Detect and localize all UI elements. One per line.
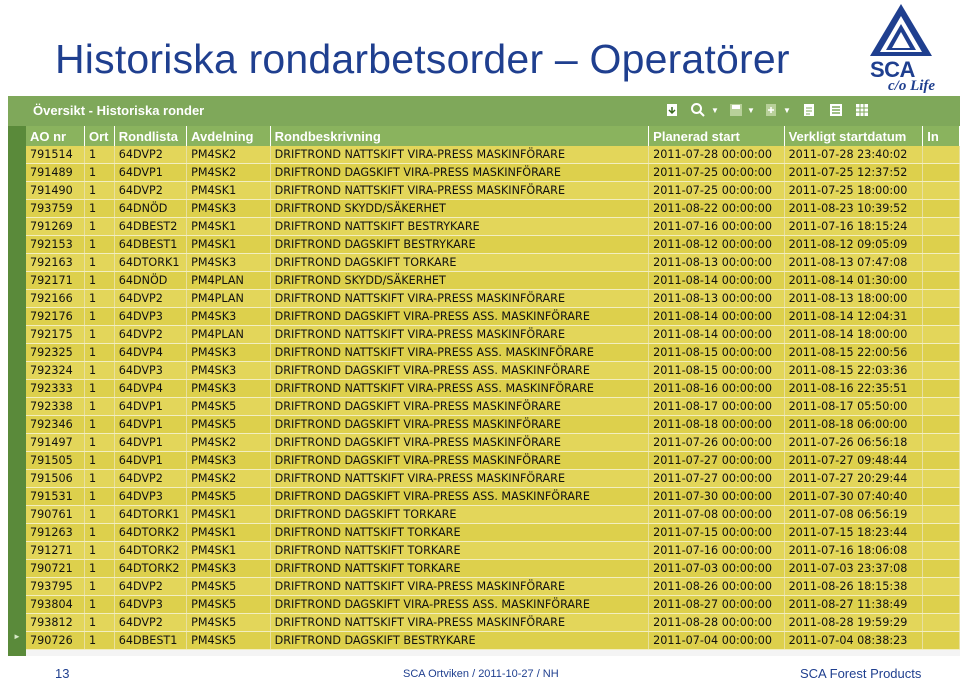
cell-rondbeskrivning: DRIFTROND NATTSKIFT VIRA-PRESS MASKINFÖRARE xyxy=(270,470,649,488)
cell-ort: 1 xyxy=(84,218,114,236)
page-number: 13 xyxy=(55,666,70,681)
cell-verkligt-startdatum: 2011-08-28 19:59:29 xyxy=(784,614,923,632)
cell-rondbeskrivning: DRIFTROND DAGSKIFT VIRA-PRESS MASKINFÖRARE xyxy=(270,452,649,470)
cell-verkligt-startdatum: 2011-08-14 01:30:00 xyxy=(784,272,923,290)
sca-triangle-icon xyxy=(866,2,936,60)
cell-ao-nr: 792166 xyxy=(26,290,84,308)
cell-ao-nr: 791506 xyxy=(26,470,84,488)
cell-rondlista: 64DVP2 xyxy=(114,578,186,596)
slide-footer xyxy=(0,656,960,686)
grid-body xyxy=(26,146,960,650)
table-row[interactable] xyxy=(26,398,960,416)
cell-avdelning: PM4SK3 xyxy=(187,362,270,380)
cell-rondlista: 64DBEST1 xyxy=(114,236,186,254)
cell-rondlista: 64DTORK2 xyxy=(114,542,186,560)
table-row[interactable] xyxy=(26,560,960,578)
cell-ort: 1 xyxy=(84,596,114,614)
logo-tagline: c/o Life xyxy=(888,78,936,94)
cell-avdelning: PM4SK5 xyxy=(187,416,270,434)
table-row[interactable] xyxy=(26,326,960,344)
cell-verkligt-startdatum: 2011-07-15 18:23:44 xyxy=(784,524,923,542)
table-row[interactable] xyxy=(26,344,960,362)
cell-ort: 1 xyxy=(84,488,114,506)
column-header-verkligt-startdatum[interactable]: Verkligt startdatum xyxy=(784,126,923,146)
cell-verkligt-startdatum: 2011-07-27 09:48:44 xyxy=(784,452,923,470)
column-header-planerad-start[interactable]: Planerad start xyxy=(649,126,784,146)
cell-ort: 1 xyxy=(84,614,114,632)
cell-rondbeskrivning: DRIFTROND NATTSKIFT BESTRYKARE xyxy=(270,218,649,236)
cell-avdelning: PM4SK3 xyxy=(187,200,270,218)
cell-avdelning: PM4SK5 xyxy=(187,578,270,596)
cell-rondlista: 64DTORK2 xyxy=(114,524,186,542)
cell-rondbeskrivning: DRIFTROND NATTSKIFT TORKARE xyxy=(270,560,649,578)
cell-rondbeskrivning: DRIFTROND DAGSKIFT VIRA-PRESS ASS. MASKINFÖRARE xyxy=(270,308,649,326)
cell-ort: 1 xyxy=(84,506,114,524)
cell-ao-nr: 792153 xyxy=(26,236,84,254)
cell-verkligt-startdatum: 2011-07-08 06:56:19 xyxy=(784,506,923,524)
row-selector-strip xyxy=(8,126,26,656)
table-row[interactable] xyxy=(26,164,960,182)
cell-ao-nr: 792333 xyxy=(26,380,84,398)
table-row[interactable] xyxy=(26,596,960,614)
cell-in xyxy=(923,596,960,614)
cell-verkligt-startdatum: 2011-08-26 18:15:38 xyxy=(784,578,923,596)
cell-in xyxy=(923,416,960,434)
column-header-in[interactable]: In xyxy=(923,126,960,146)
cell-planerad-start: 2011-08-16 00:00:00 xyxy=(649,380,784,398)
cell-verkligt-startdatum: 2011-08-12 09:05:09 xyxy=(784,236,923,254)
cell-in xyxy=(923,524,960,542)
zoom-icon[interactable] xyxy=(688,101,708,119)
cell-ort: 1 xyxy=(84,272,114,290)
table-row[interactable] xyxy=(26,452,960,470)
cell-planerad-start: 2011-08-28 00:00:00 xyxy=(649,614,784,632)
cell-in xyxy=(923,254,960,272)
cell-planerad-start: 2011-08-14 00:00:00 xyxy=(649,326,784,344)
dropdown-icon[interactable]: ▼ xyxy=(747,105,755,115)
cell-verkligt-startdatum: 2011-08-18 06:00:00 xyxy=(784,416,923,434)
cell-rondlista: 64DVP1 xyxy=(114,452,186,470)
cell-verkligt-startdatum: 2011-07-25 18:00:00 xyxy=(784,182,923,200)
cell-planerad-start: 2011-07-16 00:00:00 xyxy=(649,542,784,560)
sca-logo xyxy=(858,2,958,98)
cell-verkligt-startdatum: 2011-08-14 12:04:31 xyxy=(784,308,923,326)
cell-ort: 1 xyxy=(84,326,114,344)
cell-rondbeskrivning: DRIFTROND NATTSKIFT TORKARE xyxy=(270,524,649,542)
cell-verkligt-startdatum: 2011-08-16 22:35:51 xyxy=(784,380,923,398)
cell-ao-nr: 792338 xyxy=(26,398,84,416)
cell-avdelning: PM4SK1 xyxy=(187,506,270,524)
cell-ort: 1 xyxy=(84,164,114,182)
table-row[interactable] xyxy=(26,146,960,164)
cell-rondbeskrivning: DRIFTROND NATTSKIFT VIRA-PRESS ASS. MASKINFÖRARE xyxy=(270,344,649,362)
cell-rondlista: 64DVP1 xyxy=(114,398,186,416)
cell-avdelning: PM4SK5 xyxy=(187,488,270,506)
cell-ort: 1 xyxy=(84,380,114,398)
cell-ort: 1 xyxy=(84,452,114,470)
cell-in xyxy=(923,470,960,488)
cell-in xyxy=(923,164,960,182)
cell-avdelning: PM4SK2 xyxy=(187,146,270,164)
cell-rondbeskrivning: DRIFTROND NATTSKIFT VIRA-PRESS ASS. MASKINFÖRARE xyxy=(270,380,649,398)
cell-in xyxy=(923,272,960,290)
cell-rondbeskrivning: DRIFTROND DAGSKIFT VIRA-PRESS ASS. MASKINFÖRARE xyxy=(270,488,649,506)
cell-avdelning: PM4SK1 xyxy=(187,218,270,236)
table-row[interactable] xyxy=(26,632,960,650)
cell-avdelning: PM4SK5 xyxy=(187,398,270,416)
cell-rondlista: 64DBEST2 xyxy=(114,218,186,236)
cell-verkligt-startdatum: 2011-08-27 11:38:49 xyxy=(784,596,923,614)
cell-avdelning: PM4SK1 xyxy=(187,236,270,254)
cell-rondlista: 64DVP1 xyxy=(114,434,186,452)
column-header-rondbeskrivning[interactable]: Rondbeskrivning xyxy=(270,126,649,146)
cell-planerad-start: 2011-07-27 00:00:00 xyxy=(649,452,784,470)
cell-ort: 1 xyxy=(84,254,114,272)
export-icon[interactable] xyxy=(664,101,680,119)
cell-rondlista: 64DVP4 xyxy=(114,380,186,398)
footer-right-text: SCA Forest Products xyxy=(800,666,922,681)
cell-ort: 1 xyxy=(84,290,114,308)
column-header-ort[interactable]: Ort xyxy=(84,126,114,146)
cell-in xyxy=(923,236,960,254)
cell-avdelning: PM4SK5 xyxy=(187,596,270,614)
cell-ort: 1 xyxy=(84,632,114,650)
cell-verkligt-startdatum: 2011-08-13 18:00:00 xyxy=(784,290,923,308)
cell-in xyxy=(923,488,960,506)
cell-in xyxy=(923,362,960,380)
cell-rondlista: 64DVP4 xyxy=(114,344,186,362)
cell-rondbeskrivning: DRIFTROND NATTSKIFT VIRA-PRESS MASKINFÖRARE xyxy=(270,326,649,344)
cell-ao-nr: 790726 xyxy=(26,632,84,650)
cell-planerad-start: 2011-08-14 00:00:00 xyxy=(649,272,784,290)
cell-rondbeskrivning: DRIFTROND DAGSKIFT TORKARE xyxy=(270,254,649,272)
cell-ao-nr: 791490 xyxy=(26,182,84,200)
cell-in xyxy=(923,344,960,362)
cell-ort: 1 xyxy=(84,542,114,560)
cell-avdelning: PM4PLAN xyxy=(187,326,270,344)
slide-title: Historiska rondarbetsorder – Operatörer xyxy=(55,36,790,82)
cell-rondlista: 64DVP2 xyxy=(114,614,186,632)
table-row[interactable] xyxy=(26,470,960,488)
table-row[interactable] xyxy=(26,200,960,218)
cell-in xyxy=(923,380,960,398)
cell-rondbeskrivning: DRIFTROND NATTSKIFT VIRA-PRESS MASKINFÖRARE xyxy=(270,290,649,308)
table-row[interactable] xyxy=(26,488,960,506)
cell-planerad-start: 2011-07-08 00:00:00 xyxy=(649,506,784,524)
cell-rondlista: 64DTORK1 xyxy=(114,506,186,524)
cell-ort: 1 xyxy=(84,524,114,542)
cell-ao-nr: 792163 xyxy=(26,254,84,272)
table-row[interactable] xyxy=(26,542,960,560)
cell-verkligt-startdatum: 2011-07-27 20:29:44 xyxy=(784,470,923,488)
cell-planerad-start: 2011-07-04 00:00:00 xyxy=(649,632,784,650)
new-icon[interactable] xyxy=(763,101,779,119)
cell-rondlista: 64DVP2 xyxy=(114,326,186,344)
cell-rondlista: 64DVP1 xyxy=(114,416,186,434)
cell-ao-nr: 792176 xyxy=(26,308,84,326)
cell-in xyxy=(923,218,960,236)
cell-rondlista: 64DTORK1 xyxy=(114,254,186,272)
logo-brand: SCA xyxy=(870,57,915,82)
cell-ao-nr: 792171 xyxy=(26,272,84,290)
cell-in xyxy=(923,326,960,344)
footer-center-text: SCA Ortviken / 2011-10-27 / NH xyxy=(403,668,559,680)
cell-planerad-start: 2011-08-12 00:00:00 xyxy=(649,236,784,254)
cell-ort: 1 xyxy=(84,416,114,434)
current-row-arrow-icon: ► xyxy=(13,632,21,641)
cell-verkligt-startdatum: 2011-07-30 07:40:40 xyxy=(784,488,923,506)
cell-in xyxy=(923,398,960,416)
cell-verkligt-startdatum: 2011-08-17 05:50:00 xyxy=(784,398,923,416)
cell-verkligt-startdatum: 2011-08-23 10:39:52 xyxy=(784,200,923,218)
cell-planerad-start: 2011-07-16 00:00:00 xyxy=(649,218,784,236)
cell-in xyxy=(923,578,960,596)
cell-ao-nr: 791489 xyxy=(26,164,84,182)
table-row[interactable] xyxy=(26,254,960,272)
cell-planerad-start: 2011-07-03 00:00:00 xyxy=(649,560,784,578)
table-row[interactable] xyxy=(26,416,960,434)
cell-rondlista: 64DVP2 xyxy=(114,146,186,164)
cell-in xyxy=(923,146,960,164)
column-header-rondlista[interactable]: Rondlista xyxy=(114,126,186,146)
cell-rondlista: 64DVP3 xyxy=(114,596,186,614)
cell-in xyxy=(923,560,960,578)
cell-rondbeskrivning: DRIFTROND NATTSKIFT TORKARE xyxy=(270,542,649,560)
cell-planerad-start: 2011-07-27 00:00:00 xyxy=(649,470,784,488)
cell-ort: 1 xyxy=(84,236,114,254)
cell-rondbeskrivning: DRIFTROND DAGSKIFT TORKARE xyxy=(270,506,649,524)
cell-avdelning: PM4SK5 xyxy=(187,614,270,632)
cell-ao-nr: 791271 xyxy=(26,542,84,560)
table-row[interactable] xyxy=(26,380,960,398)
cell-planerad-start: 2011-08-18 00:00:00 xyxy=(649,416,784,434)
cell-rondlista: 64DVP2 xyxy=(114,182,186,200)
cell-ao-nr: 792325 xyxy=(26,344,84,362)
cell-rondbeskrivning: DRIFTROND DAGSKIFT BESTRYKARE xyxy=(270,236,649,254)
cell-verkligt-startdatum: 2011-08-15 22:03:36 xyxy=(784,362,923,380)
cell-ao-nr: 793759 xyxy=(26,200,84,218)
cell-verkligt-startdatum: 2011-07-26 06:56:18 xyxy=(784,434,923,452)
cell-ort: 1 xyxy=(84,578,114,596)
cell-avdelning: PM4SK1 xyxy=(187,182,270,200)
cell-avdelning: PM4SK1 xyxy=(187,542,270,560)
cell-verkligt-startdatum: 2011-07-16 18:06:08 xyxy=(784,542,923,560)
cell-rondbeskrivning: DRIFTROND NATTSKIFT VIRA-PRESS MASKINFÖRARE xyxy=(270,146,649,164)
cell-ao-nr: 791269 xyxy=(26,218,84,236)
column-header-avdelning[interactable]: Avdelning xyxy=(187,126,270,146)
cell-planerad-start: 2011-08-14 00:00:00 xyxy=(649,308,784,326)
cell-planerad-start: 2011-08-27 00:00:00 xyxy=(649,596,784,614)
cell-avdelning: PM4SK5 xyxy=(187,632,270,650)
table-row[interactable] xyxy=(26,290,960,308)
cell-planerad-start: 2011-08-26 00:00:00 xyxy=(649,578,784,596)
cell-rondbeskrivning: DRIFTROND DAGSKIFT VIRA-PRESS MASKINFÖRARE xyxy=(270,164,649,182)
cell-ao-nr: 792175 xyxy=(26,326,84,344)
cell-rondbeskrivning: DRIFTROND DAGSKIFT BESTRYKARE xyxy=(270,632,649,650)
cell-rondlista: 64DBEST1 xyxy=(114,632,186,650)
cell-in xyxy=(923,182,960,200)
cell-ao-nr: 792346 xyxy=(26,416,84,434)
cell-avdelning: PM4SK2 xyxy=(187,434,270,452)
cell-rondbeskrivning: DRIFTROND DAGSKIFT VIRA-PRESS ASS. MASKINFÖRARE xyxy=(270,596,649,614)
cell-rondbeskrivning: DRIFTROND SKYDD/SÄKERHET xyxy=(270,200,649,218)
cell-in xyxy=(923,542,960,560)
cell-rondbeskrivning: DRIFTROND DAGSKIFT VIRA-PRESS MASKINFÖRARE xyxy=(270,434,649,452)
table-row[interactable] xyxy=(26,524,960,542)
cell-avdelning: PM4SK3 xyxy=(187,560,270,578)
cell-ort: 1 xyxy=(84,200,114,218)
table-row[interactable] xyxy=(26,218,960,236)
cell-avdelning: PM4SK1 xyxy=(187,524,270,542)
cell-rondlista: 64DVP2 xyxy=(114,470,186,488)
cell-ao-nr: 791531 xyxy=(26,488,84,506)
cell-in xyxy=(923,632,960,650)
cell-in xyxy=(923,200,960,218)
save-icon[interactable] xyxy=(728,101,744,119)
cell-planerad-start: 2011-08-15 00:00:00 xyxy=(649,362,784,380)
cell-ao-nr: 791263 xyxy=(26,524,84,542)
window-title: Översikt - Historiska ronder xyxy=(33,103,205,118)
cell-planerad-start: 2011-07-15 00:00:00 xyxy=(649,524,784,542)
grid-header-row xyxy=(26,126,960,146)
cell-rondlista: 64DTORK2 xyxy=(114,560,186,578)
cell-planerad-start: 2011-07-30 00:00:00 xyxy=(649,488,784,506)
grid-icon[interactable] xyxy=(854,101,870,119)
cell-rondlista: 64DNÖD xyxy=(114,200,186,218)
cell-planerad-start: 2011-08-17 00:00:00 xyxy=(649,398,784,416)
app-window xyxy=(8,96,960,656)
table-row[interactable] xyxy=(26,308,960,326)
cell-ao-nr: 791505 xyxy=(26,452,84,470)
cell-ort: 1 xyxy=(84,470,114,488)
table-row[interactable] xyxy=(26,236,960,254)
cell-rondbeskrivning: DRIFTROND NATTSKIFT VIRA-PRESS MASKINFÖRARE xyxy=(270,182,649,200)
document-icon[interactable] xyxy=(801,101,817,119)
window-titlebar xyxy=(8,96,960,127)
cell-avdelning: PM4PLAN xyxy=(187,272,270,290)
cell-rondlista: 64DVP2 xyxy=(114,290,186,308)
cell-avdelning: PM4SK3 xyxy=(187,380,270,398)
cell-verkligt-startdatum: 2011-08-14 18:00:00 xyxy=(784,326,923,344)
cell-ort: 1 xyxy=(84,344,114,362)
cell-ort: 1 xyxy=(84,560,114,578)
cell-planerad-start: 2011-07-28 00:00:00 xyxy=(649,146,784,164)
cell-rondbeskrivning: DRIFTROND NATTSKIFT VIRA-PRESS MASKINFÖRARE xyxy=(270,614,649,632)
cell-in xyxy=(923,434,960,452)
cell-ao-nr: 792324 xyxy=(26,362,84,380)
cell-ao-nr: 790761 xyxy=(26,506,84,524)
cell-rondbeskrivning: DRIFTROND DAGSKIFT VIRA-PRESS ASS. MASKINFÖRARE xyxy=(270,362,649,380)
cell-avdelning: PM4SK3 xyxy=(187,452,270,470)
cell-rondlista: 64DVP1 xyxy=(114,164,186,182)
table-row[interactable] xyxy=(26,272,960,290)
cell-ao-nr: 791514 xyxy=(26,146,84,164)
cell-in xyxy=(923,308,960,326)
table-row[interactable] xyxy=(26,362,960,380)
cell-in xyxy=(923,506,960,524)
table-row[interactable] xyxy=(26,182,960,200)
dropdown-icon[interactable]: ▼ xyxy=(711,105,719,115)
cell-ort: 1 xyxy=(84,362,114,380)
cell-ao-nr: 793812 xyxy=(26,614,84,632)
cell-avdelning: PM4SK3 xyxy=(187,308,270,326)
cell-ao-nr: 790721 xyxy=(26,560,84,578)
table-row[interactable] xyxy=(26,614,960,632)
history-grid xyxy=(26,126,960,650)
cell-verkligt-startdatum: 2011-07-28 23:40:02 xyxy=(784,146,923,164)
column-header-ao-nr[interactable]: AO nr xyxy=(26,126,84,146)
cell-verkligt-startdatum: 2011-08-13 07:47:08 xyxy=(784,254,923,272)
cell-ort: 1 xyxy=(84,146,114,164)
cell-planerad-start: 2011-07-26 00:00:00 xyxy=(649,434,784,452)
cell-in xyxy=(923,614,960,632)
cell-ao-nr: 793804 xyxy=(26,596,84,614)
cell-rondlista: 64DNÖD xyxy=(114,272,186,290)
cell-rondbeskrivning: DRIFTROND DAGSKIFT VIRA-PRESS MASKINFÖRARE xyxy=(270,398,649,416)
cell-planerad-start: 2011-07-25 00:00:00 xyxy=(649,182,784,200)
cell-ort: 1 xyxy=(84,434,114,452)
cell-verkligt-startdatum: 2011-08-15 22:00:56 xyxy=(784,344,923,362)
cell-verkligt-startdatum: 2011-07-16 18:15:24 xyxy=(784,218,923,236)
cell-rondbeskrivning: DRIFTROND NATTSKIFT VIRA-PRESS MASKINFÖRARE xyxy=(270,578,649,596)
table-row[interactable] xyxy=(26,434,960,452)
cell-in xyxy=(923,452,960,470)
cell-rondlista: 64DVP3 xyxy=(114,308,186,326)
cell-planerad-start: 2011-08-22 00:00:00 xyxy=(649,200,784,218)
list-icon[interactable] xyxy=(828,101,844,119)
cell-avdelning: PM4SK3 xyxy=(187,344,270,362)
cell-ort: 1 xyxy=(84,182,114,200)
cell-avdelning: PM4SK3 xyxy=(187,254,270,272)
table-row[interactable] xyxy=(26,578,960,596)
cell-in xyxy=(923,290,960,308)
cell-rondbeskrivning: DRIFTROND SKYDD/SÄKERHET xyxy=(270,272,649,290)
cell-planerad-start: 2011-07-25 00:00:00 xyxy=(649,164,784,182)
table-row[interactable] xyxy=(26,506,960,524)
cell-verkligt-startdatum: 2011-07-03 23:37:08 xyxy=(784,560,923,578)
dropdown-icon[interactable]: ▼ xyxy=(783,105,791,115)
cell-verkligt-startdatum: 2011-07-25 12:37:52 xyxy=(784,164,923,182)
cell-avdelning: PM4PLAN xyxy=(187,290,270,308)
cell-rondbeskrivning: DRIFTROND DAGSKIFT VIRA-PRESS MASKINFÖRARE xyxy=(270,416,649,434)
cell-planerad-start: 2011-08-15 00:00:00 xyxy=(649,344,784,362)
cell-planerad-start: 2011-08-13 00:00:00 xyxy=(649,254,784,272)
cell-ort: 1 xyxy=(84,398,114,416)
cell-planerad-start: 2011-08-13 00:00:00 xyxy=(649,290,784,308)
cell-ao-nr: 791497 xyxy=(26,434,84,452)
cell-verkligt-startdatum: 2011-07-04 08:38:23 xyxy=(784,632,923,650)
cell-ao-nr: 793795 xyxy=(26,578,84,596)
cell-avdelning: PM4SK2 xyxy=(187,164,270,182)
cell-avdelning: PM4SK2 xyxy=(187,470,270,488)
cell-ort: 1 xyxy=(84,308,114,326)
cell-rondlista: 64DVP3 xyxy=(114,362,186,380)
cell-rondlista: 64DVP3 xyxy=(114,488,186,506)
